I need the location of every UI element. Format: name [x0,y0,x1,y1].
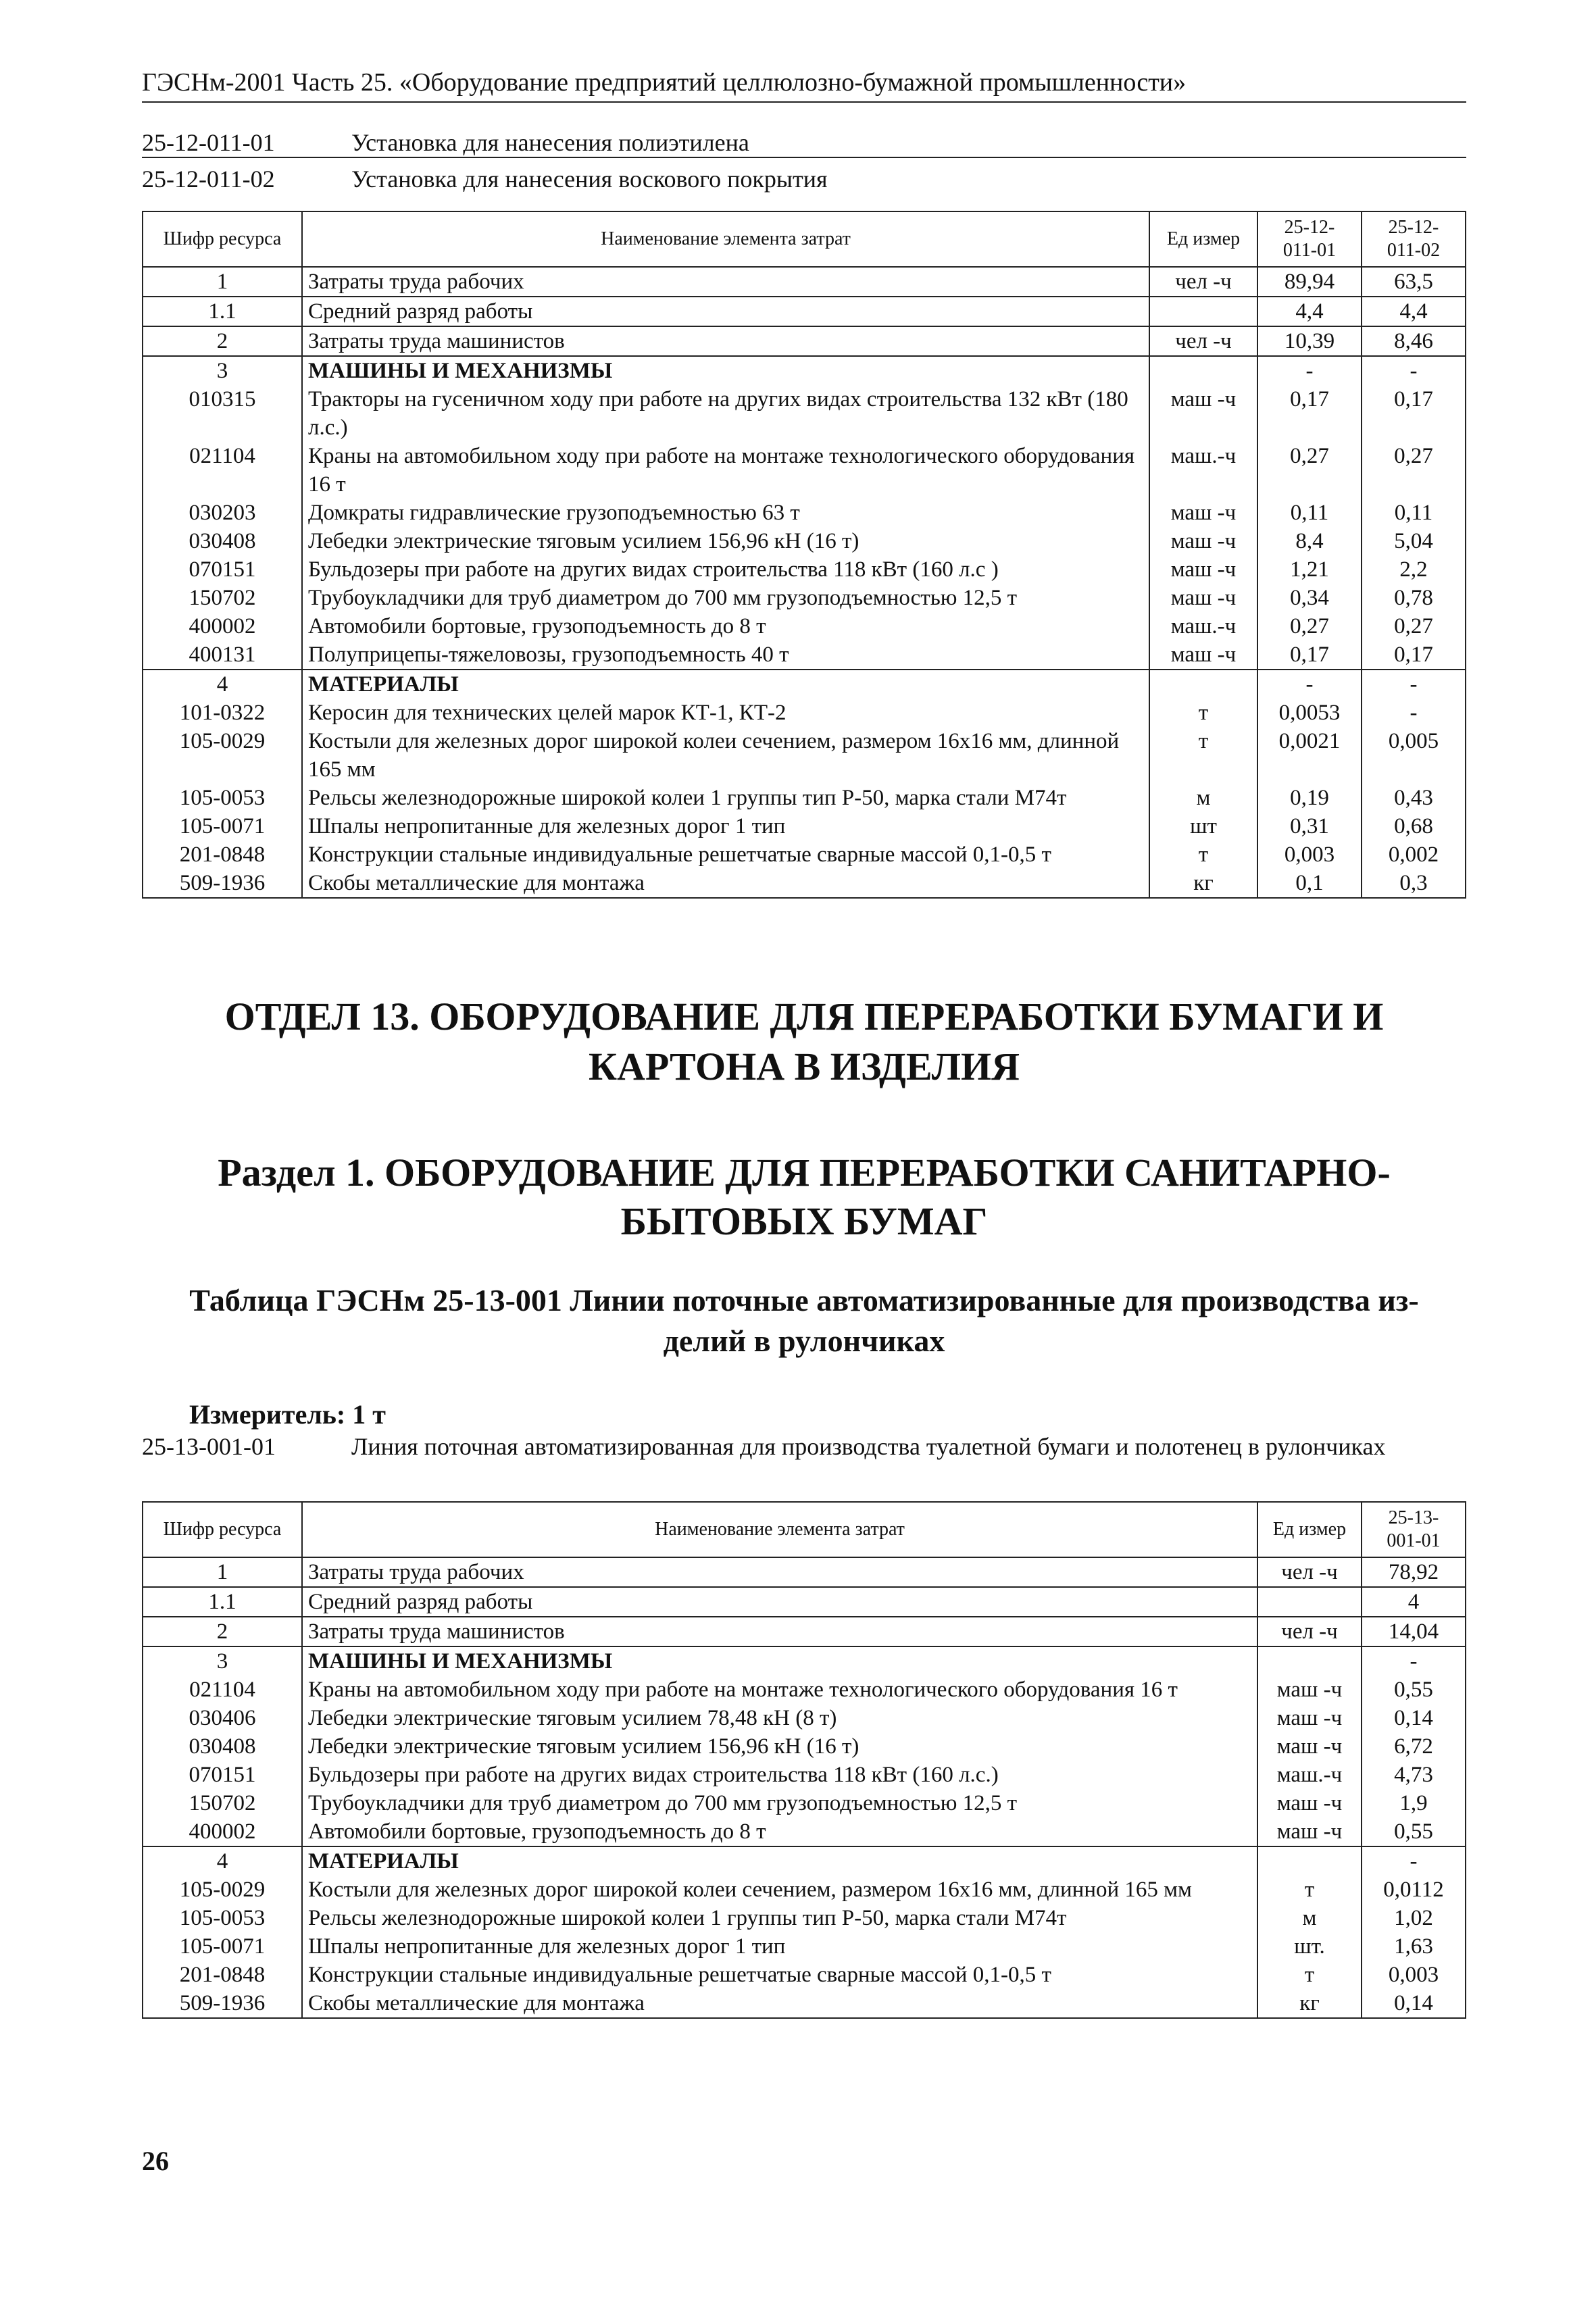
cell-unit [1149,297,1257,326]
table-row [143,555,1466,584]
cell-name: Бульдозеры при работе на других видах строительства 118 кВт (160 л.с ) [302,555,1149,584]
cell-value-1: - [1257,670,1362,699]
table-row [143,1646,1466,1676]
table-row [143,527,1466,555]
cell-unit: кг [1149,869,1257,898]
cell-unit: м [1149,784,1257,812]
cell-unit: т [1149,840,1257,869]
department-heading-line: ОТДЕЛ 13. ОБОРУДОВАНИЕ ДЛЯ ПЕРЕРАБОТКИ БУМАГИ И [224,995,1384,1038]
code-line-2 [142,165,1466,193]
table-row [143,297,1466,326]
cell-value-1: 0,0112 [1362,1876,1466,1904]
cell-value-2: 0,17 [1362,385,1466,442]
cell-name: Рельсы железнодорожные широкой колеи 1 группы тип Р-50, марка стали М74т [302,784,1149,812]
cell-name: МАТЕРИАЛЫ [302,1846,1257,1876]
cell-unit: маш -ч [1149,640,1257,670]
table-row [143,1932,1466,1961]
cell-unit: маш -ч [1257,1789,1362,1817]
table-row [143,869,1466,898]
cell-code: 030408 [143,527,302,555]
cell-value-1: 0,31 [1257,812,1362,840]
cell-name: Лебедки электрические тяговым усилием 156,96 кН (16 т) [302,1732,1257,1761]
cell-name: Трубоукладчики для труб диаметром до 700 мм грузоподъемностью 12,5 т [302,584,1149,612]
cell-value-1: 0,17 [1257,640,1362,670]
table-row [143,442,1466,499]
cell-name: Затраты труда машинистов [302,1617,1257,1646]
cell-value-1: 0,19 [1257,784,1362,812]
cell-unit: шт [1149,812,1257,840]
cell-code: 201-0848 [143,840,302,869]
table-row [143,1732,1466,1761]
cell-name: Конструкции стальные индивидуальные решетчатые сварные массой 0,1-0,5 т [302,1961,1257,1989]
cell-code: 105-0053 [143,784,302,812]
cell-code: 030408 [143,1732,302,1761]
cell-code: 3 [143,1646,302,1676]
cell-value-1: - [1257,356,1362,385]
cell-value-1: 0,1 [1257,869,1362,898]
table-row [143,499,1466,527]
cell-value-1: 78,92 [1362,1557,1466,1587]
cell-unit: т [1149,699,1257,727]
cell-name: Затраты труда машинистов [302,326,1149,356]
table-row [143,812,1466,840]
cell-name: МАШИНЫ И МЕХАНИЗМЫ [302,356,1149,385]
cell-name: Затраты труда рабочих [302,267,1149,297]
cell-value-1: 0,27 [1257,612,1362,640]
cell-code: 4 [143,1846,302,1876]
table-row [143,1557,1466,1587]
cell-name: Шпалы непропитанные для железных дорог 1 тип [302,812,1149,840]
cell-name: Полуприцепы-тяжеловозы, грузоподъемность 40 т [302,640,1149,670]
cell-unit: т [1257,1961,1362,1989]
cell-value-1: 0,003 [1257,840,1362,869]
cell-value-1: 4 [1362,1587,1466,1617]
cell-name: Затраты труда рабочих [302,1557,1257,1587]
cell-value-2: 0,27 [1362,612,1466,640]
cell-code: 509-1936 [143,869,302,898]
department-heading-line: КАРТОНА В ИЗДЕЛИЯ [588,1045,1020,1088]
table-row [143,727,1466,784]
header-name: Наименование элемента затрат [302,211,1149,267]
table-row [143,784,1466,812]
cell-value-2: 0,11 [1362,499,1466,527]
cell-value-1: 10,39 [1257,326,1362,356]
cell-unit: маш -ч [1257,1817,1362,1846]
cell-code: 021104 [143,1676,302,1704]
table-row [143,1876,1466,1904]
running-head: ГЭСНм-2001 Часть 25. «Оборудование предприятий целлюлозно-бумажной промышленности» [142,68,1466,103]
cell-name: МАШИНЫ И МЕХАНИЗМЫ [302,1646,1257,1676]
cell-value-2: 0,002 [1362,840,1466,869]
cell-name: Домкраты гидравлические грузоподъемностью 63 т [302,499,1149,527]
table-row [143,584,1466,612]
cell-unit [1257,1587,1362,1617]
cell-code: 105-0053 [143,1904,302,1932]
code-line-name: Установка для нанесения полиэтилена [351,129,749,156]
table-row [143,1989,1466,2018]
header-unit: Ед измер [1149,211,1257,267]
cell-unit [1257,1646,1362,1676]
code-line-code: 25-12-011-01 [142,129,275,156]
header-col2: 25-12- 011-02 [1362,211,1466,267]
cell-value-1: 8,4 [1257,527,1362,555]
section-heading-line: Раздел 1. ОБОРУДОВАНИЕ ДЛЯ ПЕРЕРАБОТКИ САНИТАРНО- [218,1151,1391,1194]
cell-value-2: 5,04 [1362,527,1466,555]
table-row [143,1617,1466,1646]
cell-name: МАТЕРИАЛЫ [302,670,1149,699]
cell-unit: чел -ч [1149,326,1257,356]
cell-unit [1149,670,1257,699]
cell-value-2: 0,005 [1362,727,1466,784]
page-number: 26 [142,2146,169,2176]
department-heading [142,992,1466,1092]
cell-name: Скобы металлические для монтажа [302,869,1149,898]
cell-value-1: 0,0053 [1257,699,1362,727]
cell-unit: маш -ч [1149,385,1257,442]
line-description [142,1431,1466,1462]
cell-unit: т [1149,727,1257,784]
cell-value-2: 63,5 [1362,267,1466,297]
table-row [143,1789,1466,1817]
line-code: 25-13-001-01 [142,1433,276,1460]
table-header-row [143,211,1466,267]
cell-unit: чел -ч [1257,1557,1362,1587]
cell-unit [1149,356,1257,385]
resource-table-2 [142,1501,1466,2019]
cell-code: 030406 [143,1704,302,1732]
section-heading [142,1149,1466,1246]
cell-code: 1 [143,1557,302,1587]
cell-unit: чел -ч [1257,1617,1362,1646]
cell-unit: маш -ч [1257,1676,1362,1704]
cell-value-2: 0,3 [1362,869,1466,898]
header-col1: 25-13- 001-01 [1362,1502,1466,1557]
table-row [143,356,1466,385]
cell-unit: т [1257,1876,1362,1904]
cell-value-1: 0,14 [1362,1989,1466,2018]
cell-name: Шпалы непропитанные для железных дорог 1 тип [302,1932,1257,1961]
cell-name: Керосин для технических целей марок КТ-1, КТ-2 [302,699,1149,727]
cell-value-1: - [1362,1846,1466,1876]
cell-unit: маш.-ч [1149,612,1257,640]
cell-value-1: 14,04 [1362,1617,1466,1646]
table-heading-line: делий в рулончиках [663,1324,945,1358]
cell-unit: маш -ч [1257,1732,1362,1761]
cell-value-1: 1,63 [1362,1932,1466,1961]
cell-value-1: 4,4 [1257,297,1362,326]
cell-code: 2 [143,326,302,356]
cell-name: Краны на автомобильном ходу при работе на монтаже технологического оборудования 16 т [302,1676,1257,1704]
cell-value-2: 0,68 [1362,812,1466,840]
code-line-code: 25-12-011-02 [142,166,275,193]
cell-name: Краны на автомобильном ходу при работе на монтаже технологического оборудования 16 т [302,442,1149,499]
cell-code: 010315 [143,385,302,442]
cell-value-2: 4,4 [1362,297,1466,326]
cell-value-1: 0,11 [1257,499,1362,527]
cell-value-1: - [1362,1646,1466,1676]
cell-name: Скобы металлические для монтажа [302,1989,1257,2018]
cell-code: 400002 [143,612,302,640]
cell-code: 400131 [143,640,302,670]
table-row [143,1817,1466,1846]
cell-value-1: 0,17 [1257,385,1362,442]
cell-value-2: 0,17 [1362,640,1466,670]
header-col1: 25-12- 011-01 [1257,211,1362,267]
table-row [143,1846,1466,1876]
table-row [143,1761,1466,1789]
line-text: Линия поточная автоматизированная для производства туалетной бумаги и полотенец в рулончиках [351,1433,1386,1460]
cell-unit: маш -ч [1149,584,1257,612]
resource-table-1 [142,211,1466,899]
cell-unit: маш.-ч [1257,1761,1362,1789]
cell-name: Бульдозеры при работе на других видах строительства 118 кВт (160 л.с.) [302,1761,1257,1789]
table-row [143,385,1466,442]
cell-code: 070151 [143,1761,302,1789]
cell-value-1: 0,14 [1362,1704,1466,1732]
cell-value-2: 0,27 [1362,442,1466,499]
cell-unit [1257,1846,1362,1876]
cell-unit: шт. [1257,1932,1362,1961]
table-row [143,1961,1466,1989]
cell-value-2: - [1362,670,1466,699]
table-heading-line: Таблица ГЭСНм 25-13-001 Линии поточные автоматизированные для производства из- [189,1283,1419,1317]
cell-code: 105-0071 [143,1932,302,1961]
cell-code: 201-0848 [143,1961,302,1989]
cell-value-2: 2,2 [1362,555,1466,584]
cell-name: Средний разряд работы [302,297,1149,326]
cell-value-1: 89,94 [1257,267,1362,297]
cell-value-1: 4,73 [1362,1761,1466,1789]
table-heading [142,1280,1466,1361]
table-row [143,612,1466,640]
cell-code: 105-0029 [143,727,302,784]
section-heading-line: БЫТОВЫХ БУМАГ [620,1199,988,1243]
table-row [143,640,1466,670]
cell-value-1: 1,21 [1257,555,1362,584]
table-row [143,1587,1466,1617]
table-row [143,840,1466,869]
cell-unit: кг [1257,1989,1362,2018]
cell-name: Автомобили бортовые, грузоподъемность до 8 т [302,612,1149,640]
cell-value-1: 0,34 [1257,584,1362,612]
cell-name: Костыли для железных дорог широкой колеи сечением, размером 16х16 мм, длинной 165 мм [302,1876,1257,1904]
cell-code: 2 [143,1617,302,1646]
cell-value-1: 0,55 [1362,1676,1466,1704]
cell-code: 101-0322 [143,699,302,727]
measure: Измеритель: 1 т [189,1399,386,1430]
cell-code: 070151 [143,555,302,584]
table-row [143,1904,1466,1932]
cell-value-1: 0,27 [1257,442,1362,499]
cell-code: 509-1936 [143,1989,302,2018]
cell-name: Рельсы железнодорожные широкой колеи 1 группы тип Р-50, марка стали М74т [302,1904,1257,1932]
cell-code: 105-0029 [143,1876,302,1904]
code-line-name: Установка для нанесения воскового покрытия [351,166,828,193]
cell-name: Автомобили бортовые, грузоподъемность до 8 т [302,1817,1257,1846]
cell-name: Лебедки электрические тяговым усилием 156,96 кН (16 т) [302,527,1149,555]
cell-value-1: 0,0021 [1257,727,1362,784]
header-name: Наименование элемента затрат [302,1502,1257,1557]
cell-value-1: 6,72 [1362,1732,1466,1761]
cell-unit: маш -ч [1149,555,1257,584]
header-code: Шифр ресурса [143,211,302,267]
table-row [143,670,1466,699]
cell-name: Лебедки электрические тяговым усилием 78,48 кН (8 т) [302,1704,1257,1732]
cell-name: Костыли для железных дорог широкой колеи сечением, размером 16х16 мм, длинной 165 мм [302,727,1149,784]
table-row [143,1676,1466,1704]
cell-value-2: 8,46 [1362,326,1466,356]
cell-value-2: - [1362,699,1466,727]
table-row [143,267,1466,297]
cell-value-2: 0,78 [1362,584,1466,612]
cell-code: 1.1 [143,297,302,326]
cell-value-1: 1,9 [1362,1789,1466,1817]
cell-unit: маш -ч [1149,527,1257,555]
cell-code: 3 [143,356,302,385]
cell-code: 030203 [143,499,302,527]
cell-code: 105-0071 [143,812,302,840]
cell-unit: маш.-ч [1149,442,1257,499]
cell-value-1: 1,02 [1362,1904,1466,1932]
cell-name: Трубоукладчики для труб диаметром до 700 мм грузоподъемностью 12,5 т [302,1789,1257,1817]
cell-code: 1 [143,267,302,297]
cell-name: Средний разряд работы [302,1587,1257,1617]
cell-code: 150702 [143,584,302,612]
cell-code: 400002 [143,1817,302,1846]
cell-name: Конструкции стальные индивидуальные решетчатые сварные массой 0,1-0,5 т [302,840,1149,869]
cell-unit: м [1257,1904,1362,1932]
table-row [143,1704,1466,1732]
cell-unit: маш -ч [1149,499,1257,527]
cell-code: 1.1 [143,1587,302,1617]
header-code: Шифр ресурса [143,1502,302,1557]
code-line-1 [142,128,1466,158]
table-row [143,699,1466,727]
cell-value-1: 0,55 [1362,1817,1466,1846]
table-header-row [143,1502,1466,1557]
cell-code: 4 [143,670,302,699]
cell-value-2: - [1362,356,1466,385]
cell-code: 021104 [143,442,302,499]
cell-name: Тракторы на гусеничном ходу при работе на других видах строительства 132 кВт (180 л.с.) [302,385,1149,442]
cell-value-2: 0,43 [1362,784,1466,812]
cell-value-1: 0,003 [1362,1961,1466,1989]
cell-unit: маш -ч [1257,1704,1362,1732]
header-unit: Ед измер [1257,1502,1362,1557]
cell-unit: чел -ч [1149,267,1257,297]
cell-code: 150702 [143,1789,302,1817]
table-row [143,326,1466,356]
